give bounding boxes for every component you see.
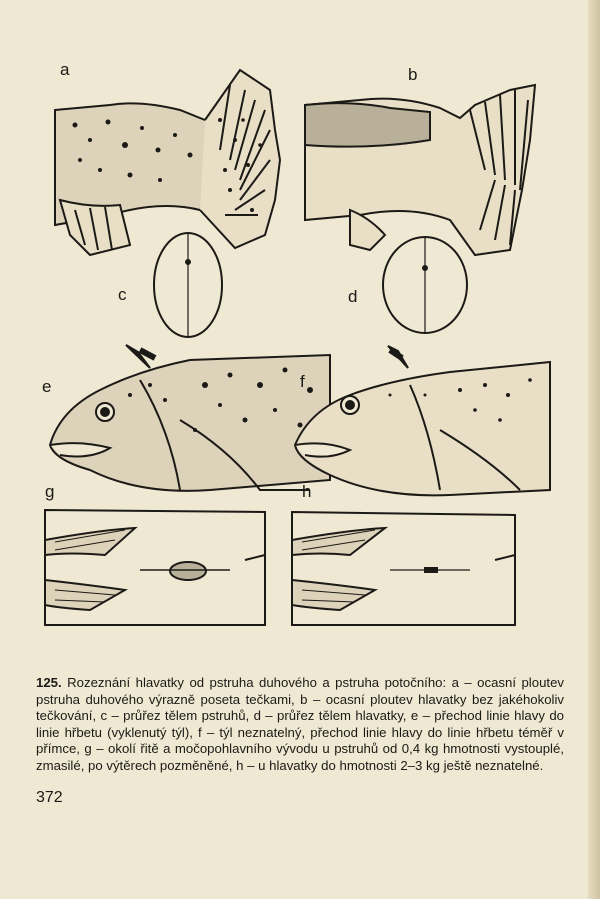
panel-label-g: g xyxy=(45,482,55,501)
figure-drawings xyxy=(30,50,570,630)
panel-label-c: c xyxy=(118,285,127,304)
page-number: 372 xyxy=(36,789,63,806)
panel-e-trout-head xyxy=(50,345,330,491)
panel-d-cross-section xyxy=(383,237,467,333)
figure-caption xyxy=(36,675,564,775)
fish-comparison-figure xyxy=(30,50,570,635)
panel-b-huchen-tail xyxy=(305,85,535,255)
page-edge xyxy=(588,0,600,899)
caption-number: 125. xyxy=(36,675,62,690)
panel-label-a: a xyxy=(60,60,70,79)
panel-label-b: b xyxy=(408,65,418,84)
caption-text: Rozeznání hlavatky od pstruha duhového a pstruha potočního: a – ocasní ploutev pstruha duhového výrazně poseta tečkami, b – ocasní ploutev hlavatky bez jakéhokoliv tečkování, c – průřez tělem pstruhů, d – průřez tělem hlavatky, e – přechod linie hlavy do linie hřbetu (vyklenutý týl), f – týl neznatelný, přechod linie hlavy do linie hřbetu téměř v přímce, g – okolí řitě a močopohlavního vývodu u pstruhů od 0,4 kg hmotnosti vystouplé, zmasilé, po výtěrech pozměněné, h – u hlavatky do hmotnosti 2–3 kg ještě neznatelné. xyxy=(36,675,564,773)
panel-h-huchen-vent xyxy=(292,512,515,625)
panel-label-h: h xyxy=(302,482,312,501)
panel-label-d: d xyxy=(348,287,358,306)
panel-g-trout-vent xyxy=(45,510,265,625)
panel-c-cross-section xyxy=(154,233,222,337)
panel-a-trout-tail xyxy=(55,70,280,255)
panel-f-huchen-head xyxy=(295,346,550,495)
panel-label-f: f xyxy=(300,372,305,391)
panel-label-e: e xyxy=(42,377,52,396)
